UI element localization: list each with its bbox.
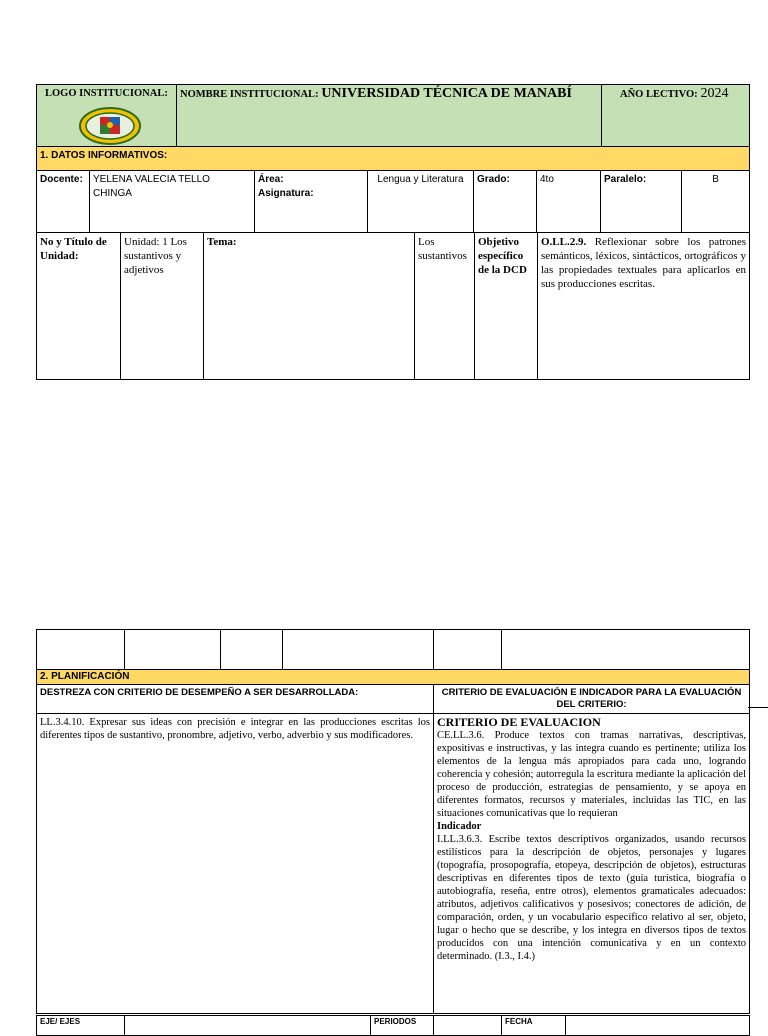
unidad-value: Unidad: 1 Los sustantivos y adjetivos — [121, 233, 204, 380]
logo-cell — [37, 85, 177, 147]
criterio-text: CE.LL.3.6. Produce textos con tramas narrativas, descriptivas, expositivas e instructivas, y las integra cuando es pertinente; utiliza los elementos de la lengua más apropiados para cada uno, logrando coherencia y cohesión; autorregula la escritura mediante la aplicación del proceso de producción, estrategias de pensamiento, y se apoya en diferentes formatos, recursos y materiales, incluidas las TIC, en las situaciones comunicativas que lo requieran — [437, 730, 747, 819]
datos-table — [36, 146, 750, 233]
area-label: Área: — [258, 174, 284, 185]
objetivo-cell — [538, 233, 750, 380]
header-table — [36, 84, 750, 147]
institution-logo — [79, 107, 141, 147]
institution-name-cell — [177, 85, 602, 147]
criterio-cell — [434, 714, 750, 1014]
school-year-label: AÑO LECTIVO: — [620, 89, 698, 100]
docente-label: Docente: — [37, 171, 90, 233]
planificacion-table — [36, 669, 750, 1014]
area-value: Lengua y Literatura — [368, 171, 474, 233]
empty-cell — [221, 630, 283, 670]
footer-row-table — [36, 1015, 750, 1036]
school-year-value: 2024 — [700, 86, 729, 101]
objetivo-label: Objetivo específico de la DCD — [475, 233, 538, 380]
docente-value: YELENA VALECIA TELLO CHINGA — [90, 171, 255, 233]
school-year-cell — [602, 85, 750, 147]
logo-label: LOGO INSTITUCIONAL: — [45, 88, 168, 99]
periodos-value — [434, 1016, 502, 1036]
periodos-label: PERIODOS — [371, 1016, 434, 1036]
planificacion-section-title: 2. PLANIFICACIÓN — [37, 670, 750, 685]
criterio-header: CRITERIO DE EVALUACIÓN E INDICADOR PARA LA EVALUACIÓN DEL CRITERIO: — [434, 685, 750, 714]
grado-value: 4to — [537, 171, 601, 233]
objetivo-text: Reflexionar sobre los patrones semánticos, léxicos, sintácticos, ortográficos y las propiedades textuales para aplicarlos en sus producciones escritas. — [541, 236, 746, 290]
asignatura-label: Asignatura: — [258, 188, 314, 199]
institution-name-value: UNIVERSIDAD TÉCNICA DE MANABÍ — [321, 86, 572, 101]
empty-cell — [283, 630, 434, 670]
right-edge-line — [748, 707, 768, 708]
paralelo-label: Paralelo: — [601, 171, 682, 233]
destreza-header: DESTREZA CON CRITERIO DE DESEMPEÑO A SER DESARROLLADA: — [37, 685, 434, 714]
logo-seal-icon — [79, 107, 141, 145]
fecha-label: FECHA — [502, 1016, 566, 1036]
ejes-value — [125, 1016, 371, 1036]
unidad-table — [36, 232, 750, 380]
area-cell — [255, 171, 368, 233]
ejes-label: EJE/ EJES — [37, 1016, 125, 1036]
criterio-title: CRITERIO DE EVALUACION — [437, 715, 601, 729]
grado-label: Grado: — [474, 171, 537, 233]
fecha-value — [566, 1016, 750, 1036]
empty-row-table — [36, 629, 750, 670]
empty-cell — [502, 630, 750, 670]
indicador-title: Indicador — [437, 821, 482, 832]
tema-label: Tema: — [204, 233, 415, 380]
institution-name-label: NOMBRE INSTITUCIONAL: — [180, 89, 319, 100]
empty-cell — [125, 630, 221, 670]
tema-value: Los sustantivos — [415, 233, 475, 380]
datos-section-title: 1. DATOS INFORMATIVOS: — [37, 147, 750, 171]
unidad-label: No y Título de Unidad: — [37, 233, 121, 380]
indicador-text: I.LL.3.6.3. Escribe textos descriptivos organizados, usando recursos estilísticos para la descripción de objetos, personajes y lugares (topografía, prosopografía, etopeya, descripción de objetos), estructuras descriptivas en diferentes tipos de texto (guía turística, biografía o autobiografía, reseña, entre otros), elementos gramaticales adecuados: atributos, adjetivos calificativos y posesivos; conectores de adición, de comparación, orden, y un vocabulario específico relativo al ser, objeto, lugar o hecho que se describe, y los integra en diversos tipos de textos producidos con una intención comunicativa y en un contexto determinado. (I.3., I.4.) — [437, 834, 747, 962]
destreza-text: LL.3.4.10. Expresar sus ideas con precisión e integrar en las producciones escritas los diferentes tipos de sustantivo, pronombre, adjetivo, verbo, adverbio y sus modificadores. — [37, 714, 434, 1014]
objetivo-code: O.LL.2.9. — [541, 236, 587, 248]
empty-cell — [37, 630, 125, 670]
empty-cell — [434, 630, 502, 670]
paralelo-value: B — [682, 171, 750, 233]
